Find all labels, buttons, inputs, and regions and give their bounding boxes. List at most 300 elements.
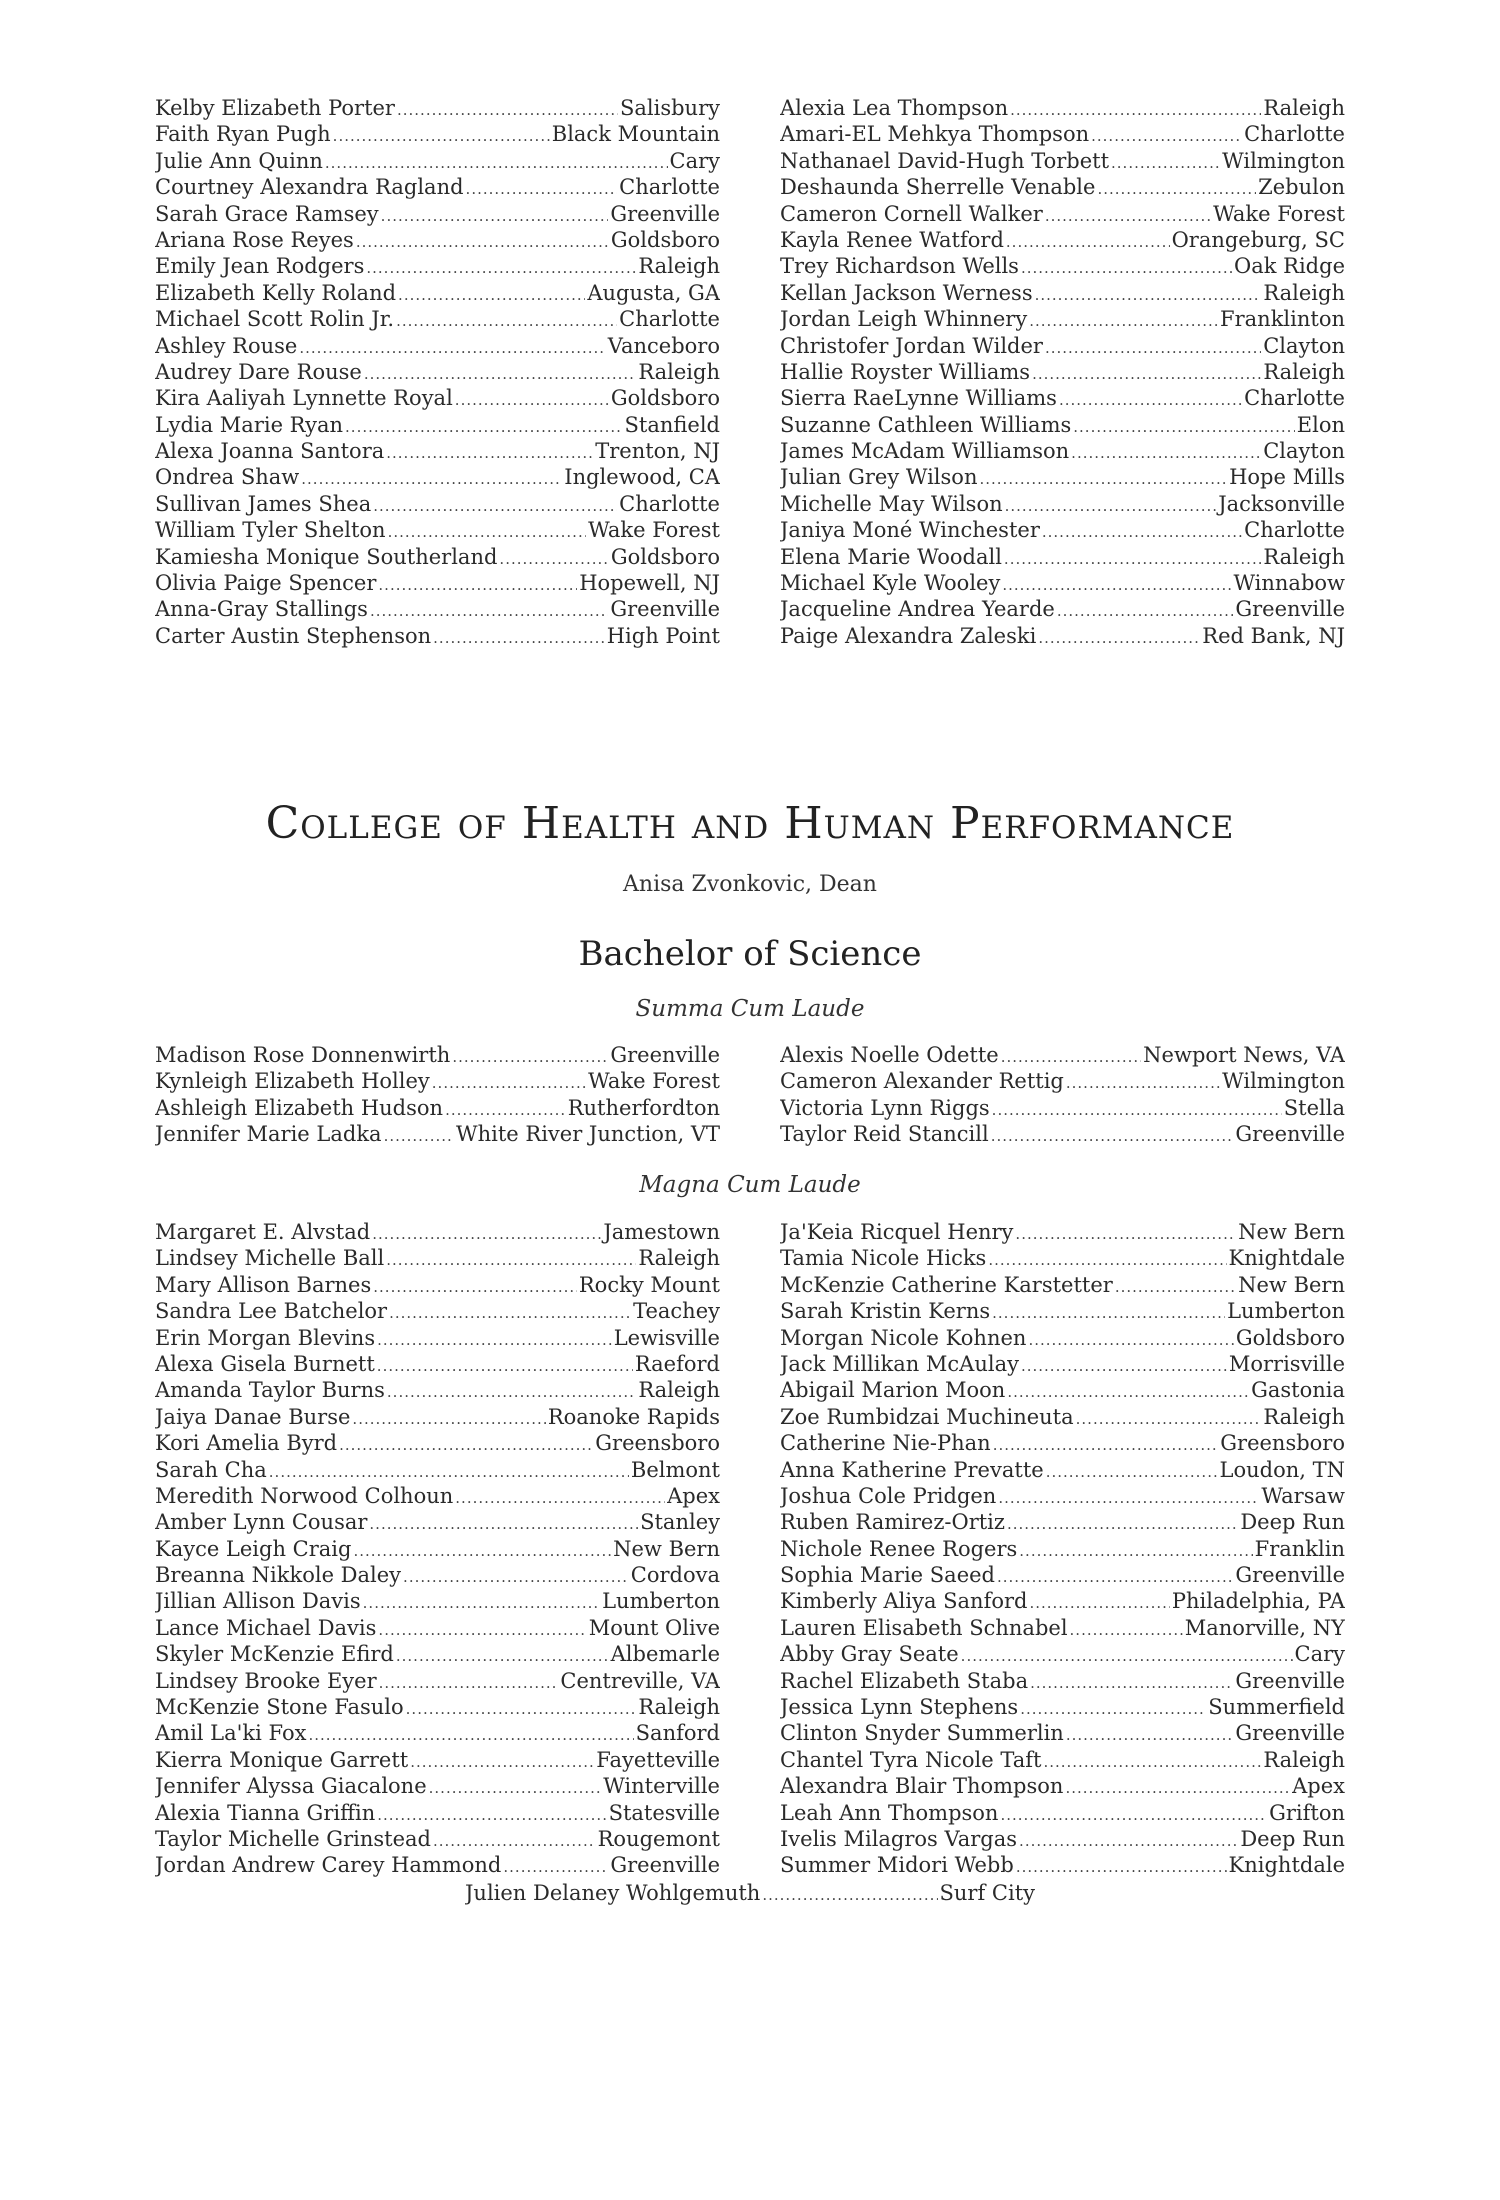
dot-leader [396,1643,609,1667]
graduate-entry [780,1562,1345,1588]
graduate-hometown: Surf City [939,1881,1035,1905]
dot-leader [1019,1538,1252,1562]
graduate-hometown: Warsaw [1261,1483,1345,1508]
dot-leader [403,1564,629,1588]
graduate-hometown: Greenville [610,201,720,226]
dot-leader [386,1247,636,1271]
graduate-hometown: Raleigh [1263,1747,1345,1772]
graduate-hometown: Mount Olive [588,1615,720,1640]
graduate-entry [780,227,1345,253]
graduate-name: Ashleigh Elizabeth Hudson [155,1095,444,1120]
graduate-hometown: Summerfield [1208,1695,1345,1720]
graduate-hometown: Wilmington [1222,148,1345,173]
dot-leader [1035,282,1262,306]
graduate-name: Jordan Leigh Whinnery [780,307,1028,332]
graduate-hometown: Raleigh [1263,359,1345,384]
graduate-hometown: Belmont [630,1457,720,1482]
dot-leader [386,440,593,464]
graduate-name: Abigail Marion Moon [780,1378,1006,1403]
graduate-hometown: High Point [606,623,720,648]
graduate-name: Alexandra Blair Thompson [780,1774,1064,1799]
graduate-name: Kamiesha Monique Southerland [155,544,498,569]
graduate-name: Kellan Jackson Werness [780,280,1033,305]
graduate-hometown: Apex [1292,1774,1345,1799]
dot-leader [1021,1353,1227,1377]
graduate-entry [780,1325,1345,1351]
graduate-hometown: Jamestown [603,1220,720,1244]
graduate-entry [155,1430,720,1456]
graduate-name: Elena Marie Woodall [780,544,1002,569]
summa-right-column [780,1042,1345,1148]
dot-leader [388,519,587,543]
graduate-hometown: Lumberton [602,1589,720,1614]
graduate-name: Anna-Gray Stallings [155,597,368,622]
graduate-name: Kelby Elizabeth Porter [155,96,395,120]
graduate-entry [155,1826,720,1852]
graduate-name: Amber Lynn Cousar [155,1510,368,1535]
graduate-name: Amil La'ki Fox [155,1721,307,1746]
graduate-entry [780,1121,1345,1147]
dot-leader [1057,598,1234,622]
graduate-hometown: Raleigh [638,254,720,279]
graduate-hometown: Jacksonville [1218,491,1345,516]
graduate-entry [780,1430,1345,1456]
magna-right-column [780,1219,1345,1879]
graduate-name: Jillian Allison Davis [155,1589,361,1614]
dot-leader [373,1274,577,1298]
dot-leader [333,123,550,147]
dot-leader [988,1247,1226,1271]
graduate-name: Julie Ann Quinn [155,148,323,173]
graduate-name: Meredith Norwood Colhoun [155,1483,454,1508]
graduate-entry [780,1641,1345,1667]
graduate-name: Sophia Marie Saeed [780,1563,995,1588]
graduate-hometown: Raleigh [638,359,720,384]
graduate-hometown: Greenville [1235,597,1345,622]
graduate-name: Ruben Ramirez-Ortiz [780,1510,1005,1535]
graduate-entry [465,1880,1035,1906]
graduate-name: Alexia Tianna Griffin [155,1800,376,1825]
summa-left-column [155,1042,720,1148]
graduate-entry [155,1377,720,1403]
graduate-entry [155,517,720,543]
graduate-name: McKenzie Catherine Karstetter [780,1272,1113,1297]
graduate-hometown: Charlotte [1244,122,1345,147]
graduate-name: Cameron Alexander Rettig [780,1069,1064,1094]
dot-leader [301,466,562,490]
top-list-right-column [780,95,1345,649]
graduate-hometown: Winnabow [1233,571,1345,596]
graduate-hometown: Cordova [630,1563,720,1588]
graduate-hometown: Vanceboro [607,333,720,358]
dot-leader [364,361,637,385]
dot-leader [369,1511,638,1535]
graduate-hometown: Wake Forest [1213,201,1345,226]
graduate-name: Cameron Cornell Walker [780,201,1043,226]
graduate-entry [155,491,720,517]
graduate-entry [780,95,1345,121]
graduate-name: Jordan Andrew Carey Hammond [155,1853,502,1878]
graduate-name: Margaret E. Alvstad [155,1220,371,1244]
dot-leader [377,1802,606,1826]
graduate-name: Sullivan James Shea [155,491,372,516]
graduate-name: Skyler McKenzie Efird [155,1642,394,1667]
graduate-name: Kori Amelia Byrd [155,1431,338,1456]
dot-leader [1070,1617,1183,1641]
graduate-name: Jaiya Danae Burse [155,1404,351,1429]
dot-leader [992,1097,1282,1121]
graduate-entry [155,438,720,464]
graduate-name: Kimberly Aliya Sanford [780,1589,1028,1614]
graduate-hometown: Raleigh [638,1378,720,1403]
graduate-entry [780,491,1345,517]
graduate-entry [155,1298,720,1324]
dot-leader [466,176,618,200]
graduate-entry [155,1747,720,1773]
dot-leader [1059,387,1242,411]
graduate-hometown: Oak Ridge [1234,254,1345,279]
graduate-name: Amari-EL Mehkya Thompson [780,122,1090,147]
dot-leader [410,1749,594,1773]
graduate-name: Christofer Jordan Wilder [780,333,1043,358]
dot-leader [299,335,605,359]
dot-leader [389,1300,631,1324]
graduate-entry [780,385,1345,411]
dot-leader [452,1044,608,1068]
graduate-name: Chantel Tyra Nicole Taft [780,1747,1042,1772]
graduate-entry [780,570,1345,596]
dot-leader [1073,414,1295,438]
dot-leader [406,1696,637,1720]
graduate-name: Erin Morgan Blevins [155,1325,376,1350]
dot-leader [1010,97,1261,121]
graduate-name: Alexa Joanna Santora [155,439,385,464]
dot-leader [372,1221,601,1245]
graduate-hometown: Centreville, VA [560,1668,720,1693]
graduate-entry [780,1404,1345,1430]
dot-leader [433,625,605,649]
graduate-entry [155,1773,720,1799]
graduate-name: James McAdam Williamson [780,439,1070,464]
graduate-hometown: Hope Mills [1229,465,1345,490]
dot-leader [1002,572,1231,596]
top-list-left-column [155,95,720,649]
graduate-hometown: Albemarle [610,1642,720,1667]
graduate-entry [780,1483,1345,1509]
dot-leader [339,1432,593,1456]
graduate-name: Alexia Lea Thompson [780,96,1009,120]
graduate-entry [780,1800,1345,1826]
graduate-hometown: White River Junction, VT [456,1122,720,1147]
graduate-hometown: Clayton [1263,333,1345,358]
graduate-entry [780,1377,1345,1403]
graduate-name: Sandra Lee Batchelor [155,1299,388,1324]
graduate-name: Michelle May Wilson [780,491,1003,516]
graduate-hometown: Goldsboro [1235,1325,1345,1350]
dot-leader [979,466,1227,490]
graduate-entry [780,1042,1345,1068]
dot-leader [308,1722,633,1746]
graduate-name: Suzanne Cathleen Williams [780,412,1072,437]
graduate-hometown: Charlotte [619,175,720,200]
graduate-hometown: Greenville [1235,1668,1345,1693]
graduate-hometown: Hopewell, NJ [579,571,720,596]
graduate-entry [780,1694,1345,1720]
graduate-hometown: New Bern [1238,1220,1345,1244]
dot-leader [352,1406,545,1430]
graduate-entry [780,359,1345,385]
graduate-name: Abby Gray Seate [780,1642,959,1667]
graduate-entry [780,544,1345,570]
summa-list [155,1042,1345,1148]
graduate-name: Lydia Marie Ryan [155,412,344,437]
dot-leader [1006,229,1170,253]
graduate-hometown: Lumberton [1227,1299,1345,1324]
graduate-hometown: Goldsboro [610,386,720,411]
graduate-name: Ondrea Shaw [155,465,300,490]
graduate-name: Zoe Rumbidzai Muchineuta [780,1404,1074,1429]
graduate-entry [780,306,1345,332]
graduate-hometown: Franklinton [1220,307,1345,332]
graduate-name: Madison Rose Donnenwirth [155,1043,451,1067]
dot-leader [1032,361,1261,385]
graduate-hometown: Lewisville [613,1325,720,1350]
graduate-name: Kayce Leigh Craig [155,1536,352,1561]
dot-leader [1065,1775,1290,1799]
dot-leader [1007,1379,1249,1403]
graduate-hometown: Raleigh [1263,544,1345,569]
graduate-entry [780,1536,1345,1562]
graduate-entry [780,623,1345,649]
graduate-entry [780,1668,1345,1694]
graduate-name: Emily Jean Rodgers [155,254,365,279]
graduate-hometown: Franklin [1254,1536,1345,1561]
graduate-name: Julien Delaney Wohlgemuth [465,1881,761,1905]
graduate-name: Jennifer Alyssa Giacalone [155,1774,427,1799]
graduate-hometown: Goldsboro [610,227,720,252]
graduate-entry [155,1404,720,1430]
graduate-entry [155,1068,720,1094]
graduate-entry [155,1800,720,1826]
dot-leader [1019,1828,1238,1852]
graduate-name: Joshua Cole Pridgen [780,1483,997,1508]
graduate-hometown: Rocky Mount [578,1272,720,1297]
graduate-entry [155,227,720,253]
graduate-name: Hallie Royster Williams [780,359,1031,384]
dean-name: Anisa Zvonkovic, Dean [623,872,877,897]
dot-leader [1097,176,1256,200]
graduate-entry [780,148,1345,174]
graduate-name: Kierra Monique Garrett [155,1747,409,1772]
graduate-hometown: Statesville [608,1800,720,1825]
graduate-name: Lindsey Brooke Eyer [155,1668,377,1693]
graduate-hometown: Manorville, NY [1184,1615,1345,1640]
graduate-name: Michael Scott Rolin Jr. [155,307,395,332]
graduate-entry [780,1747,1345,1773]
graduate-name: Victoria Lynn Riggs [780,1095,990,1120]
graduate-name: Nathanael David-Hugh Torbett [780,148,1110,173]
dot-leader [1005,493,1217,517]
dot-leader [1001,1044,1141,1068]
graduate-hometown: Zebulon [1258,175,1345,200]
dot-leader [1004,546,1261,570]
graduate-entry [155,1121,720,1147]
graduate-hometown: Charlotte [1244,518,1345,543]
graduate-hometown: Wilmington [1222,1069,1345,1094]
graduate-name: Kayla Renee Watford [780,227,1004,252]
dot-leader [997,1564,1233,1588]
graduate-name: Sarah Cha [155,1457,267,1482]
graduate-entry [780,174,1345,200]
dot-leader [353,1538,611,1562]
graduate-name: Ariana Rose Reyes [155,227,354,252]
graduate-hometown: Newport News, VA [1143,1043,1345,1067]
graduate-hometown: Raleigh [1263,280,1345,305]
graduate-hometown: Apex [667,1483,720,1508]
graduate-entry [780,121,1345,147]
dot-leader [1029,1590,1169,1614]
graduate-entry [155,464,720,490]
graduate-name: McKenzie Stone Fasulo [155,1695,404,1720]
graduate-entry [155,148,720,174]
dot-leader [1066,1722,1234,1746]
graduate-entry [155,1536,720,1562]
dot-leader [1020,1696,1206,1720]
graduate-entry [780,596,1345,622]
graduate-entry [155,385,720,411]
graduate-entry [155,412,720,438]
graduate-name: Mary Allison Barnes [155,1272,372,1297]
graduate-entry [780,1720,1345,1746]
dot-leader [433,1828,596,1852]
dot-leader [1066,1070,1220,1094]
graduate-name: Janiya Moné Winchester [780,518,1040,543]
graduate-name: Olivia Paige Spencer [155,571,377,596]
dot-leader [1029,308,1218,332]
graduate-entry [780,253,1345,279]
dot-leader [1043,1749,1261,1773]
graduate-hometown: Knightdale [1228,1853,1345,1878]
graduate-entry [155,1457,720,1483]
dot-leader [370,598,608,622]
dot-leader [1038,625,1200,649]
graduate-hometown: Raeford [634,1351,720,1376]
graduate-hometown: Greenville [1235,1563,1345,1588]
graduate-hometown: Charlotte [619,307,720,332]
graduate-hometown: Deep Run [1240,1826,1345,1851]
dot-leader [1000,1802,1267,1826]
graduate-name: Carter Austin Stephenson [155,623,432,648]
graduate-name: Leah Ann Thompson [780,1800,999,1825]
graduate-hometown: Morrisville [1228,1351,1345,1376]
dot-leader [381,203,609,227]
graduate-hometown: Wake Forest [588,1069,720,1094]
graduate-hometown: Stanley [640,1510,720,1535]
graduate-entry [780,1245,1345,1271]
graduate-entry [155,95,720,121]
dot-leader [396,308,617,332]
graduate-hometown: Raleigh [1263,96,1345,120]
dot-leader [397,97,618,121]
graduate-entry [155,1588,720,1614]
dot-leader [998,1485,1259,1509]
graduate-entry [155,174,720,200]
graduate-hometown: Sanford [635,1721,720,1746]
graduate-entry [155,253,720,279]
graduate-entry [780,1219,1345,1245]
graduate-name: Trey Richardson Wells [780,254,1019,279]
graduate-entry [155,1042,720,1068]
dot-leader [1045,335,1261,359]
dot-leader [1021,255,1232,279]
dot-leader [429,1775,602,1799]
graduate-entry [780,517,1345,543]
dot-leader [1042,519,1242,543]
graduate-entry [780,1773,1345,1799]
graduate-entry [780,1068,1345,1094]
graduate-hometown: Knightdale [1228,1246,1345,1271]
graduate-hometown: Grifton [1269,1800,1345,1825]
graduate-hometown: Salisbury [620,96,720,120]
graduate-entry [155,596,720,622]
graduate-entry [155,544,720,570]
graduate-entry [780,1826,1345,1852]
graduate-entry [155,1694,720,1720]
dot-leader [377,1327,612,1351]
dot-leader [991,1123,1234,1147]
magna-left-column [155,1219,720,1879]
graduate-name: Catherine Nie-Phan [780,1431,991,1456]
graduate-hometown: Greensboro [1220,1431,1345,1456]
graduate-entry [780,438,1345,464]
graduate-name: Clinton Snyder Summerlin [780,1721,1064,1746]
dot-leader [1028,1327,1233,1351]
graduate-entry [155,1219,720,1245]
graduate-name: Rachel Elizabeth Staba [780,1668,1029,1693]
dot-leader [379,1670,559,1694]
graduate-entry [780,1588,1345,1614]
graduate-entry [155,1325,720,1351]
graduate-entry [155,570,720,596]
graduate-name: Ja'Keia Ricquel Henry [780,1220,1014,1244]
graduate-name: Faith Ryan Pugh [155,122,331,147]
graduate-hometown: Black Mountain [551,122,720,147]
dot-leader [384,1123,454,1147]
graduate-hometown: Orangeburg, SC [1171,227,1345,252]
graduate-hometown: Greenville [1235,1721,1345,1746]
dot-leader [398,282,585,306]
graduate-hometown: Raleigh [1263,1404,1345,1429]
graduate-hometown: Deep Run [1240,1510,1345,1535]
graduate-hometown: Red Bank, NJ [1202,623,1345,648]
graduate-entry [780,1615,1345,1641]
graduate-hometown: Rutherfordton [567,1095,720,1120]
dot-leader [1111,150,1220,174]
dot-leader [378,1617,586,1641]
graduate-entry [780,201,1345,227]
graduate-hometown: Cary [1294,1642,1345,1667]
graduate-entry [155,1562,720,1588]
dot-leader [345,414,623,438]
dot-leader [387,1379,636,1403]
top-graduate-list [155,95,1345,649]
graduate-entry [155,1852,720,1878]
dot-leader [499,546,608,570]
graduate-entry [155,306,720,332]
dot-leader [432,1070,586,1094]
graduate-hometown: Fayetteville [596,1747,720,1772]
dot-leader [455,1485,665,1509]
